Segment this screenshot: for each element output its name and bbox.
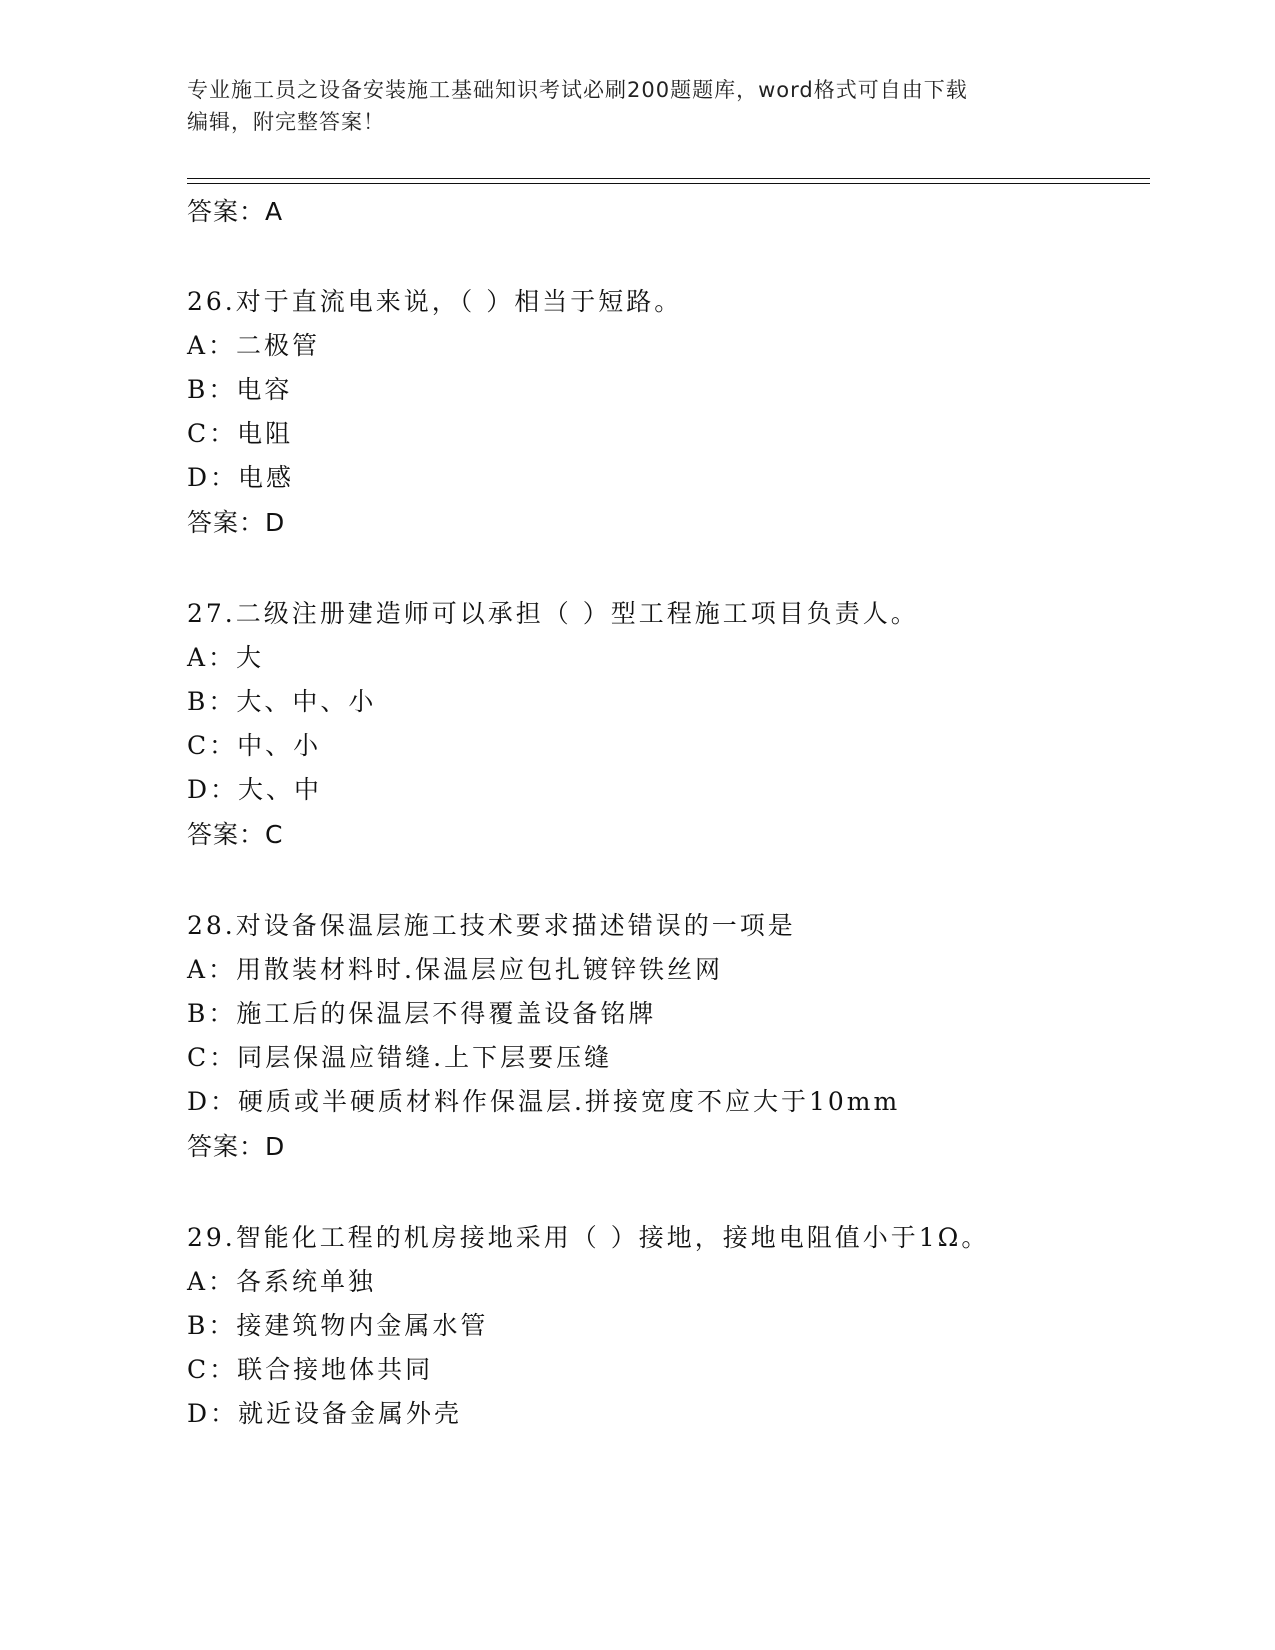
option-d: D：电感 <box>187 463 295 492</box>
option-d: D：大、中 <box>187 775 323 804</box>
option-c: C：电阻 <box>187 419 294 448</box>
option-a: A：大 <box>187 643 265 672</box>
option-c: C：同层保温应错缝.上下层要压缝 <box>187 1043 613 1072</box>
option-b: B：施工后的保温层不得覆盖设备铭牌 <box>187 999 657 1028</box>
question-stem: 27.二级注册建造师可以承担（ ）型工程施工项目负责人。 <box>187 599 919 628</box>
option-c: C：联合接地体共同 <box>187 1355 434 1384</box>
option-b: B：大、中、小 <box>187 687 377 716</box>
header-rule-top <box>187 178 1150 179</box>
option-b: B：接建筑物内金属水管 <box>187 1311 489 1340</box>
option-d: D：就近设备金属外壳 <box>187 1399 463 1428</box>
header-line-2: 编辑，附完整答案！ <box>187 110 385 134</box>
option-c: C：中、小 <box>187 731 322 760</box>
answer-line: 答案：C <box>187 820 284 849</box>
option-a: A：用散装材料时.保温层应包扎镀锌铁丝网 <box>187 955 724 984</box>
answer-line: 答案：A <box>187 197 284 226</box>
option-b: B：电容 <box>187 375 293 404</box>
question-stem: 26.对于直流电来说，（ ）相当于短路。 <box>187 287 683 316</box>
answer-line: 答案：D <box>187 1132 286 1161</box>
document-header <box>187 74 1087 138</box>
question-stem: 28.对设备保温层施工技术要求描述错误的一项是 <box>187 911 796 940</box>
question-stem: 29.智能化工程的机房接地采用（ ）接地，接地电阻值小于1Ω。 <box>187 1223 990 1252</box>
header-line-1: 专业施工员之设备安装施工基础知识考试必刷200题题库，word格式可自由下载 <box>187 78 968 102</box>
option-a: A：各系统单独 <box>187 1267 377 1296</box>
option-d: D：硬质或半硬质材料作保温层.拼接宽度不应大于10mm <box>187 1087 901 1116</box>
header-rule-bottom <box>187 183 1150 184</box>
option-a: A：二极管 <box>187 331 321 360</box>
answer-line: 答案：D <box>187 508 286 537</box>
